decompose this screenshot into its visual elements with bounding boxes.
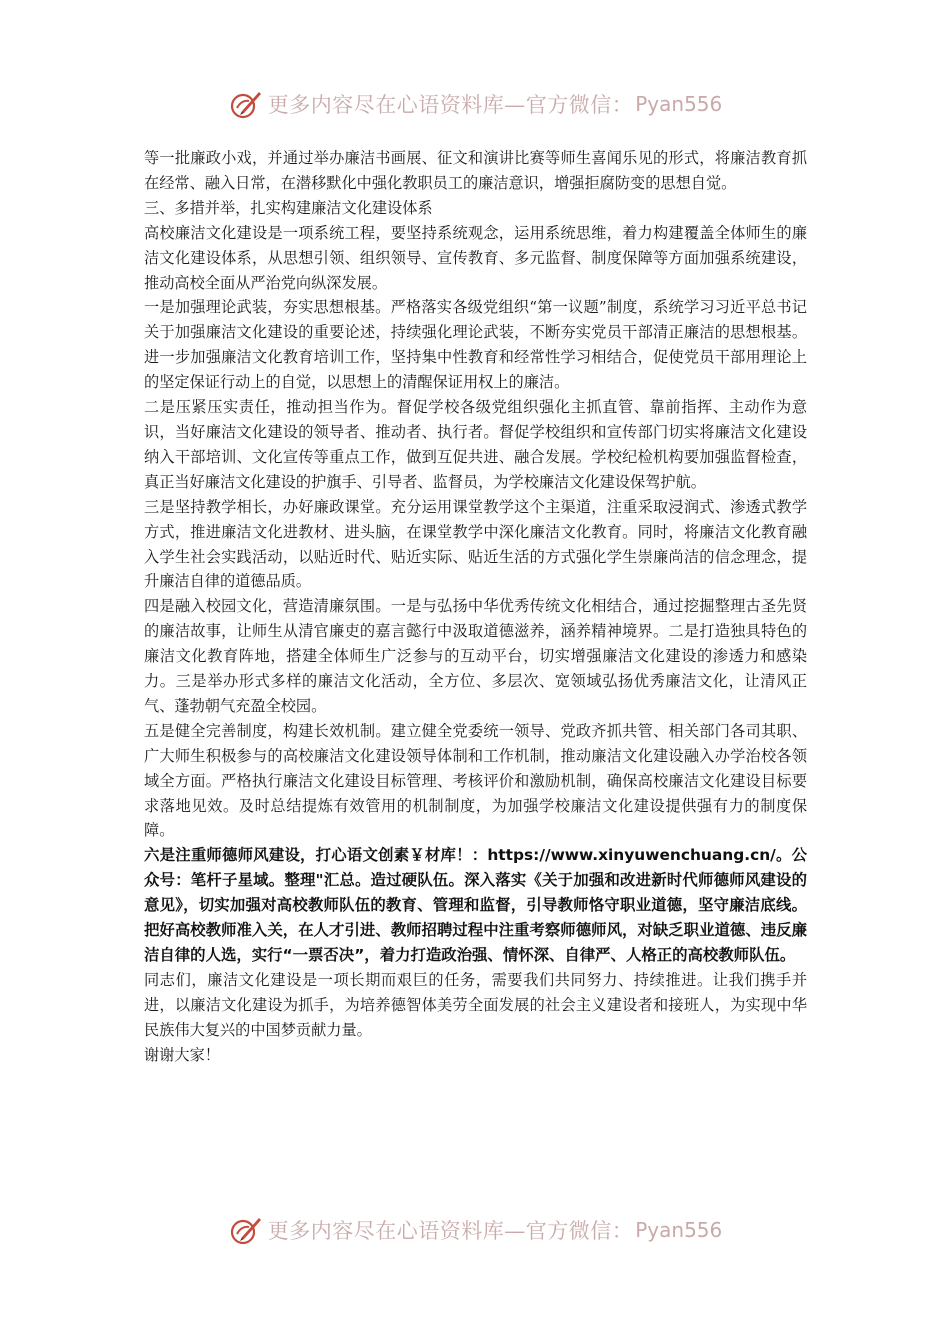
closing-thanks: 谢谢大家！ [144,1045,220,1064]
paragraph: 一是加强理论武装，夯实思想根基。严格落实各级党组织“第一议题”制度，系统学习习近平总书记关于加强廉洁文化建设的重要论述，持续强化理论武装，不断夯实党员干部清正廉洁的思想根基。进一步加强廉洁文化教育培训工作，坚持集中性教育和经常性学习相结合，促使党员干部用理论上的坚定保证行动上的自觉，以思想上的清醒保证用权上的廉洁。 [144,298,807,392]
paragraph: 高校廉洁文化建设是一项系统工程，要坚持系统观念，运用系统思维，着力构建覆盖全体师生的廉洁文化建设体系，从思想引领、组织领导、宣传教育、多元监督、制度保障等方面加强系统建设，推动高校全面从严治党向纵深发展。 [144,223,807,292]
pen-logo-icon [228,1213,262,1247]
banner-text: 更多内容尽在心语资料库—官方微信： [267,1219,634,1243]
paragraph: 五是健全完善制度，构建长效机制。建立健全党委统一领导、党政齐抓共管、相关部门各司其职、广大师生积极参与的高校廉洁文化建设领导体制和工作机制，推动廉洁文化建设融入办学治校各领域全方面。严格执行廉洁文化建设目标管理、考核评价和激励机制，确保高校廉洁文化建设目标要求落地见效。及时总结提炼有效管用的机制制度，为加强学校廉洁文化建设提供强有力的制度保障。 [144,721,807,840]
paragraph: 等一批廉政小戏，并通过举办廉洁书画展、征文和演讲比赛等师生喜闻乐见的形式，将廉洁教育抓在经常、融入日常，在潜移默化中强化教职员工的廉洁意识，增强拒腐防变的思想自觉。 [144,149,807,192]
header-banner [0,82,950,126]
bold-paragraph: 六是注重师德师风建设，打心语文创素￥材库！：https://www.xinyuwenchuang.cn/。公众号：笔杆子星域。整理"汇总。造过硬队伍。深入落实《关于加强和改进新时代师德师风建设的意见》，切实加强对高校教师队伍的教育、管理和监督，引导教师恪守职业道德，坚守廉洁底线。把好高校教师准入关，在人才引进、教师招聘过程中注重考察师德师风，对缺乏职业道德、违反廉洁自律的人选，实行“一票否决”，着力打造政治强、情怀深、自律严、人格正的高校教师队伍。 [144,846,807,964]
banner-wechat-id: Pyan556 [635,92,723,116]
paragraph: 四是融入校园文化，营造清廉氛围。一是与弘扬中华优秀传统文化相结合，通过挖掘整理古圣先贤的廉洁故事，让师生从清官廉吏的嘉言懿行中汲取道德滋养，涵养精神境界。二是打造独具特色的廉洁文化教育阵地，搭建全体师生广泛参与的互动平台，切实增强廉洁文化建设的渗透力和感染力。三是举办形式多样的廉洁文化活动，全方位、多层次、宽领域弘扬优秀廉洁文化，让清风正气、蓬勃朝气充盈全校园。 [144,597,807,715]
section-heading: 三、多措并举，扎实构建廉洁文化建设体系 [144,198,433,217]
pen-logo-icon [228,87,262,121]
banner-text: 更多内容尽在心语资料库—官方微信： [267,93,634,117]
banner-wechat-id: Pyan556 [635,1218,723,1242]
footer-banner [0,1208,950,1252]
paragraph: 二是压紧压实责任，推动担当作为。督促学校各级党组织强化主抓直管、靠前指挥、主动作为意识，当好廉洁文化建设的领导者、推动者、执行者。督促学校组织和宣传部门切实将廉洁文化建设纳入干部培训、文化宣传等重点工作，做到互促共进、融合发展。学校纪检机构要加强监督检查，真正当好廉洁文化建设的护旗手、引导者、监督员，为学校廉洁文化建设保驾护航。 [144,398,807,491]
closing-paragraph: 同志们，廉洁文化建设是一项长期而艰巨的任务，需要我们共同努力、持续推进。让我们携手并进，以廉洁文化建设为抓手，为培养德智体美劳全面发展的社会主义建设者和接班人，为实现中华民族伟大复兴的中国梦贡献力量。 [144,970,807,1039]
paragraph: 三是坚持教学相长，办好廉政课堂。充分运用课堂教学这个主渠道，注重采取浸润式、渗透式教学方式，推进廉洁文化进教材、进头脑，在课堂教学中深化廉洁文化教育。同时，将廉洁文化教育融入学生社会实践活动，以贴近时代、贴近实际、贴近生活的方式强化学生崇廉尚洁的信念理念，提升廉洁自律的道德品质。 [144,497,807,591]
document-body [144,146,807,1068]
